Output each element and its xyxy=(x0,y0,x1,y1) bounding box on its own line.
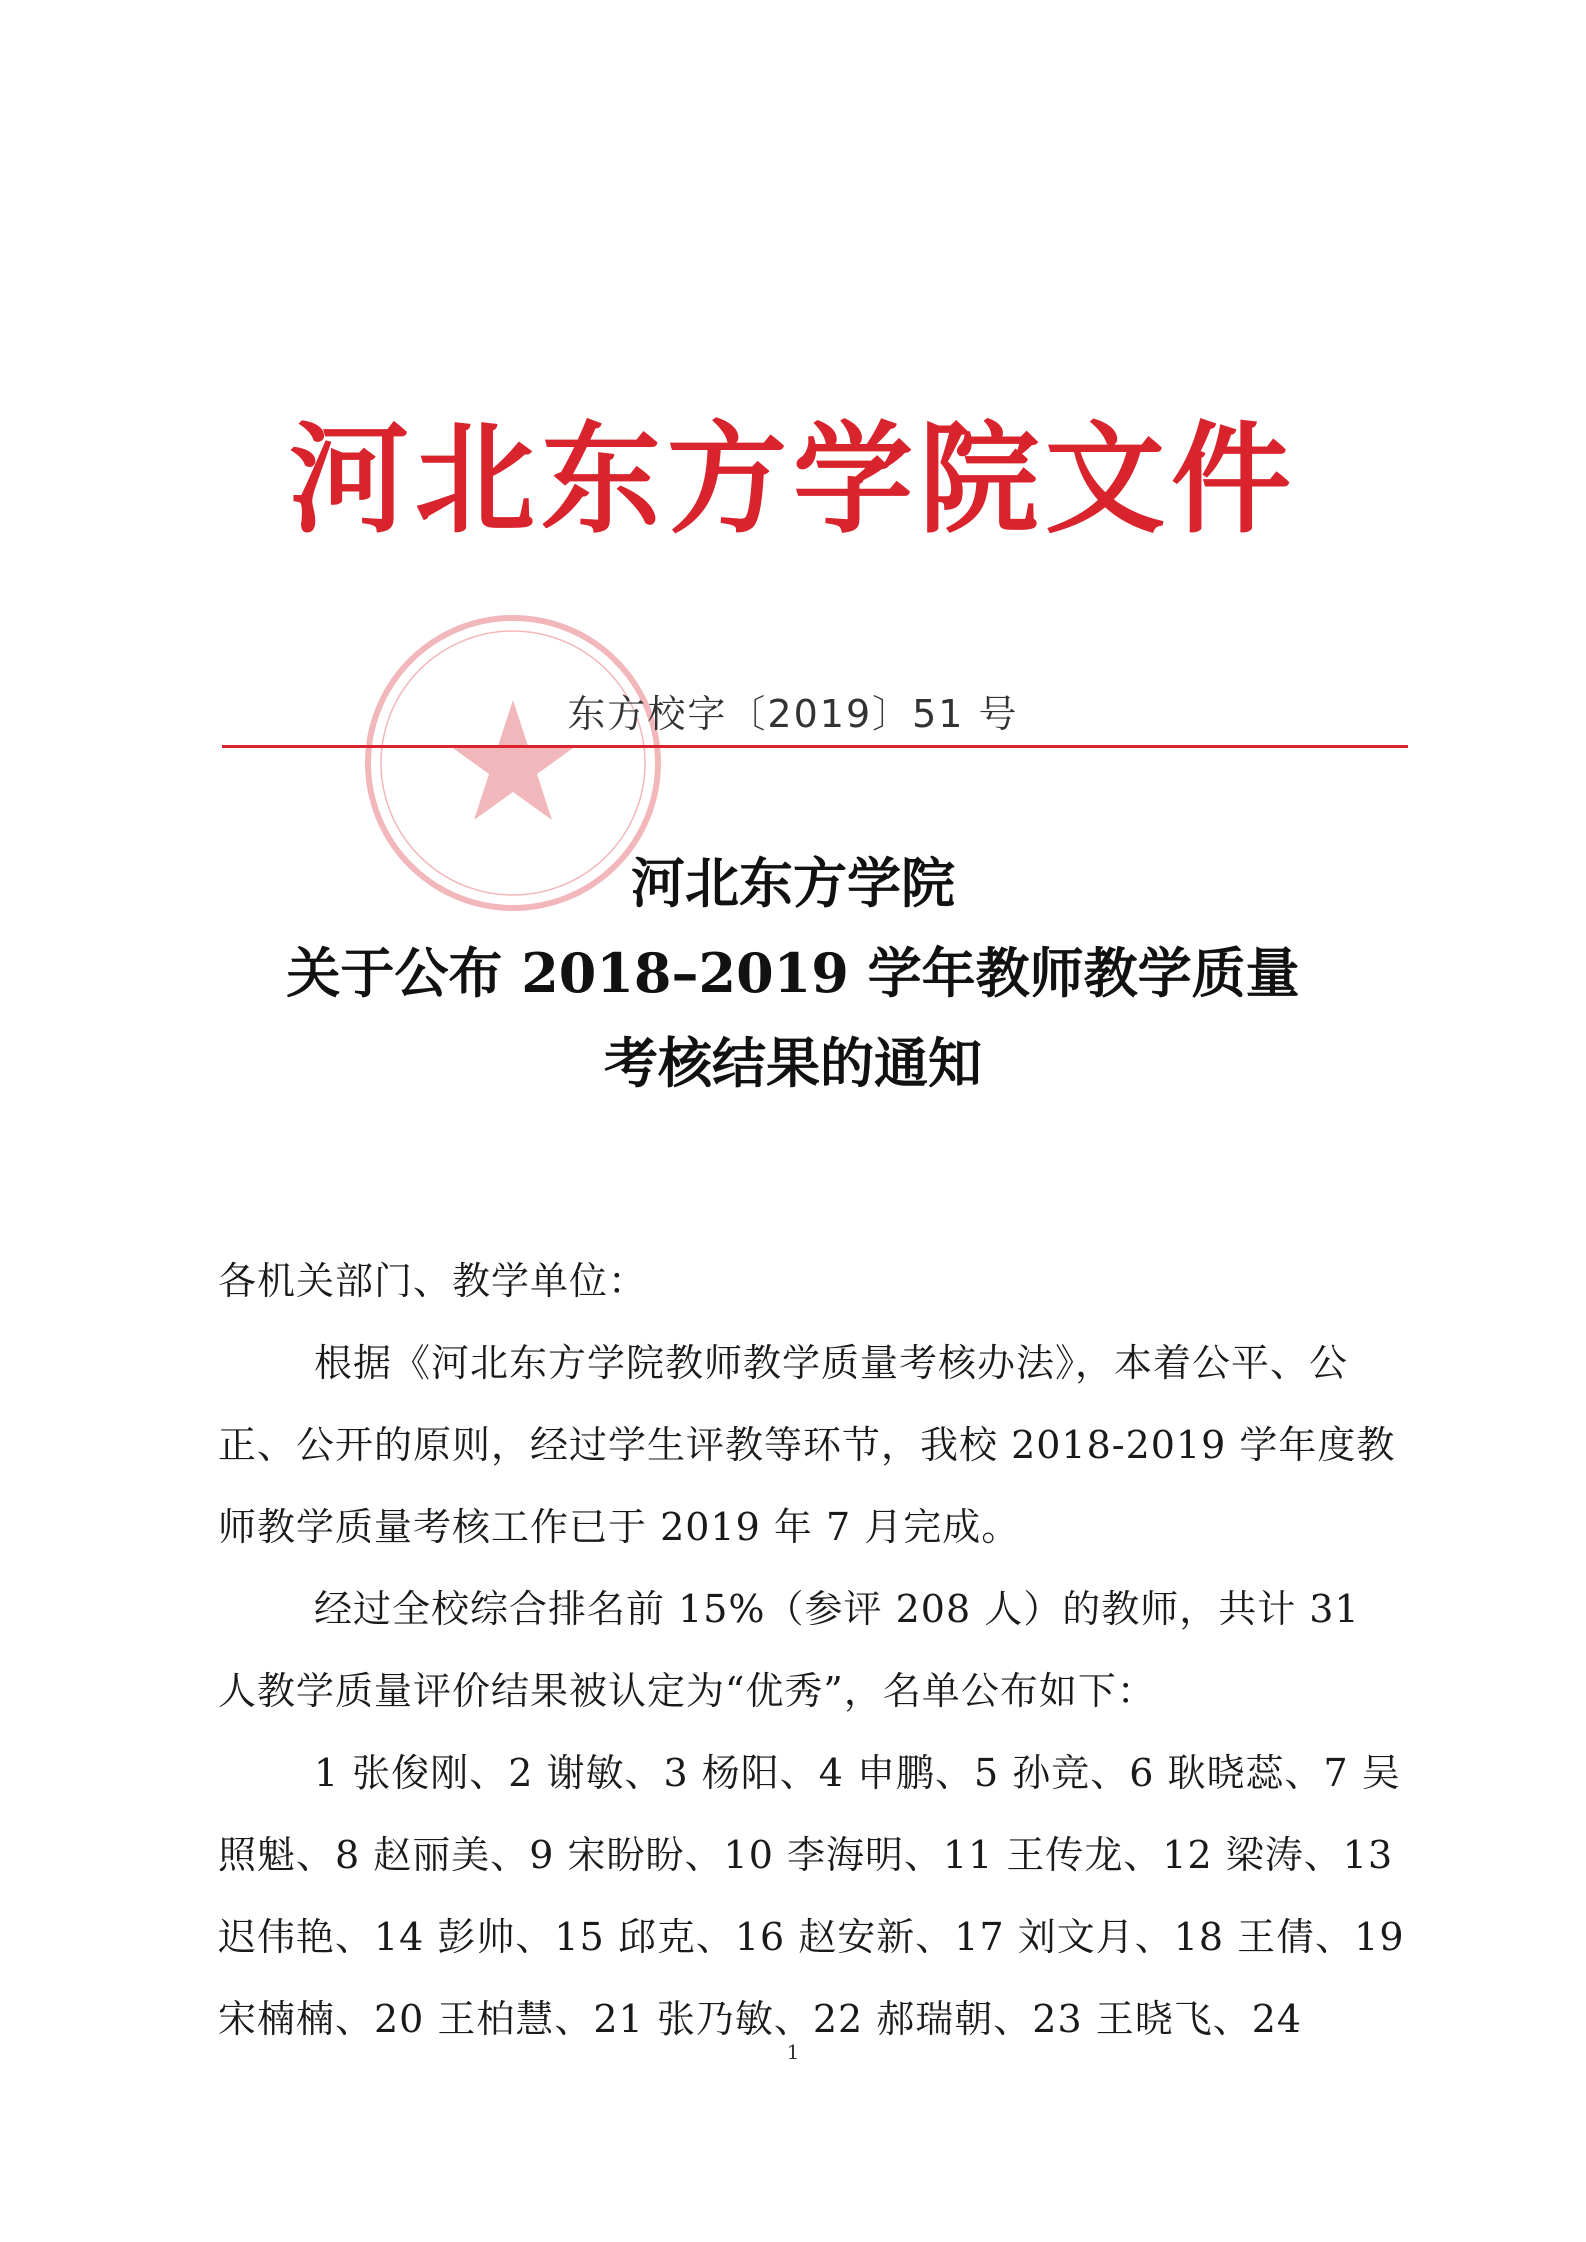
notice-title-line-1: 河北东方学院 xyxy=(631,851,955,915)
notice-title xyxy=(0,838,1586,1108)
document-header-title: 河北东方学院文件 xyxy=(289,409,1297,550)
salutation: 各机关部门、教学单位： xyxy=(218,1259,648,1303)
body-paragraph-2: 经过全校综合排名前 15%（参评 208 人）的教师，共计 31 人教学质量评价结果被认定为“优秀”，名单公布如下： xyxy=(218,1587,1360,1713)
notice-title-line-2: 关于公布 2018–2019 学年教师教学质量 xyxy=(286,941,1300,1005)
document-number: 东方校字〔2019〕51 号 xyxy=(567,692,1019,736)
page-number: 1 xyxy=(786,2040,800,2064)
notice-body xyxy=(218,1240,1408,2060)
excellent-teachers-list: 1 张俊刚、2 谢敏、3 杨阳、4 申鹏、5 孙竞、6 耿晓蕊、7 吴照魁、8 赵丽美、9 宋盼盼、10 李海明、11 王传龙、12 梁涛、13 迟伟艳、14 彭帅、15 邱克、16 赵安新、17 刘文月、18 王倩、19 宋楠楠、20 王柏慧、21 张乃敏、22 郝瑞朝、23 王晓飞、24 xyxy=(218,1751,1405,2041)
notice-title-line-3: 考核结果的通知 xyxy=(604,1031,982,1095)
body-paragraph-1: 根据《河北东方学院教师教学质量考核办法》，本着公平、公正、公开的原则，经过学生评教等环节，我校 2018-2019 学年度教师教学质量考核工作已于 2019 年 7 月完成。 xyxy=(218,1341,1396,1549)
header-divider-line xyxy=(222,745,1408,748)
